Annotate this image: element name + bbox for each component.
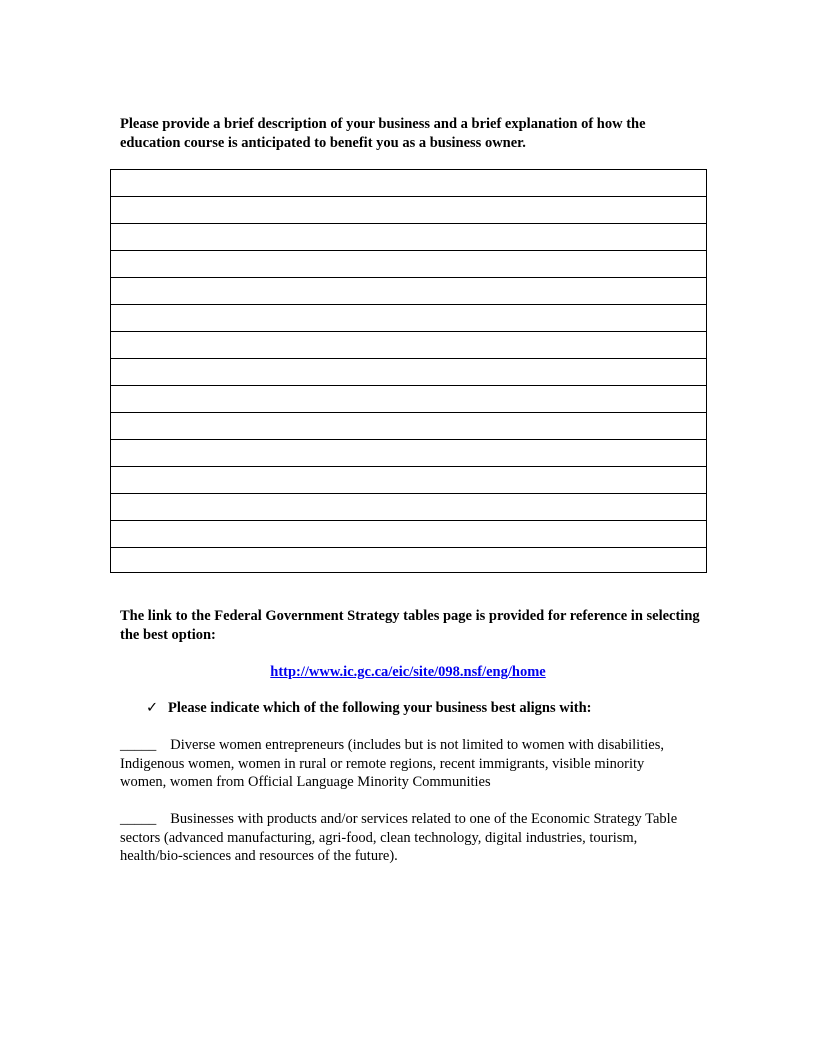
business-description-writing-area[interactable] (110, 169, 707, 573)
writing-line[interactable] (111, 332, 706, 359)
writing-line[interactable] (111, 278, 706, 305)
option-diverse-women (120, 736, 680, 792)
writing-line[interactable] (111, 494, 706, 521)
writing-line[interactable] (111, 413, 706, 440)
strategy-tables-link-line (0, 663, 816, 682)
option-text: Businesses with products and/or services related to one of the Economic Strategy Table sectors (advanced manufacturing, agri-food, clean technology, digital industries, tourism, health/bio-sciences and resources of the future). (120, 811, 678, 864)
writing-line[interactable] (111, 467, 706, 494)
alignment-prompt (146, 699, 706, 718)
business-description-prompt: Please provide a brief description of your business and a brief explanation of how the education course is anticipated to benefit you as a business owner. (120, 116, 646, 151)
writing-line[interactable] (111, 224, 706, 251)
option-text: Diverse women entrepreneurs (includes but is not limited to women with disabilities, Indigenous women, women in rural or remote regions, recent immigrants, visible minority women, women from Official Language Minority Communities (120, 737, 664, 790)
option-blank-field[interactable]: _____ (120, 737, 157, 753)
option-strategy-sectors (120, 810, 680, 866)
writing-line[interactable] (111, 251, 706, 278)
option-blank-field[interactable]: _____ (120, 811, 157, 827)
writing-line[interactable] (111, 197, 706, 224)
checkmark-icon: ✓ (146, 700, 159, 716)
writing-line[interactable] (111, 521, 706, 548)
writing-line[interactable] (111, 170, 706, 197)
writing-line[interactable] (111, 386, 706, 413)
writing-line[interactable] (111, 359, 706, 386)
strategy-tables-reference-text: The link to the Federal Government Strategy tables page is provided for reference in selecting the best option: (120, 608, 700, 643)
writing-line[interactable] (111, 548, 706, 574)
writing-line[interactable] (111, 305, 706, 332)
writing-line[interactable] (111, 440, 706, 467)
strategy-tables-link[interactable]: http://www.ic.gc.ca/eic/site/098.nsf/eng/home (270, 664, 546, 680)
alignment-prompt-text: Please indicate which of the following your business best aligns with: (168, 700, 592, 716)
